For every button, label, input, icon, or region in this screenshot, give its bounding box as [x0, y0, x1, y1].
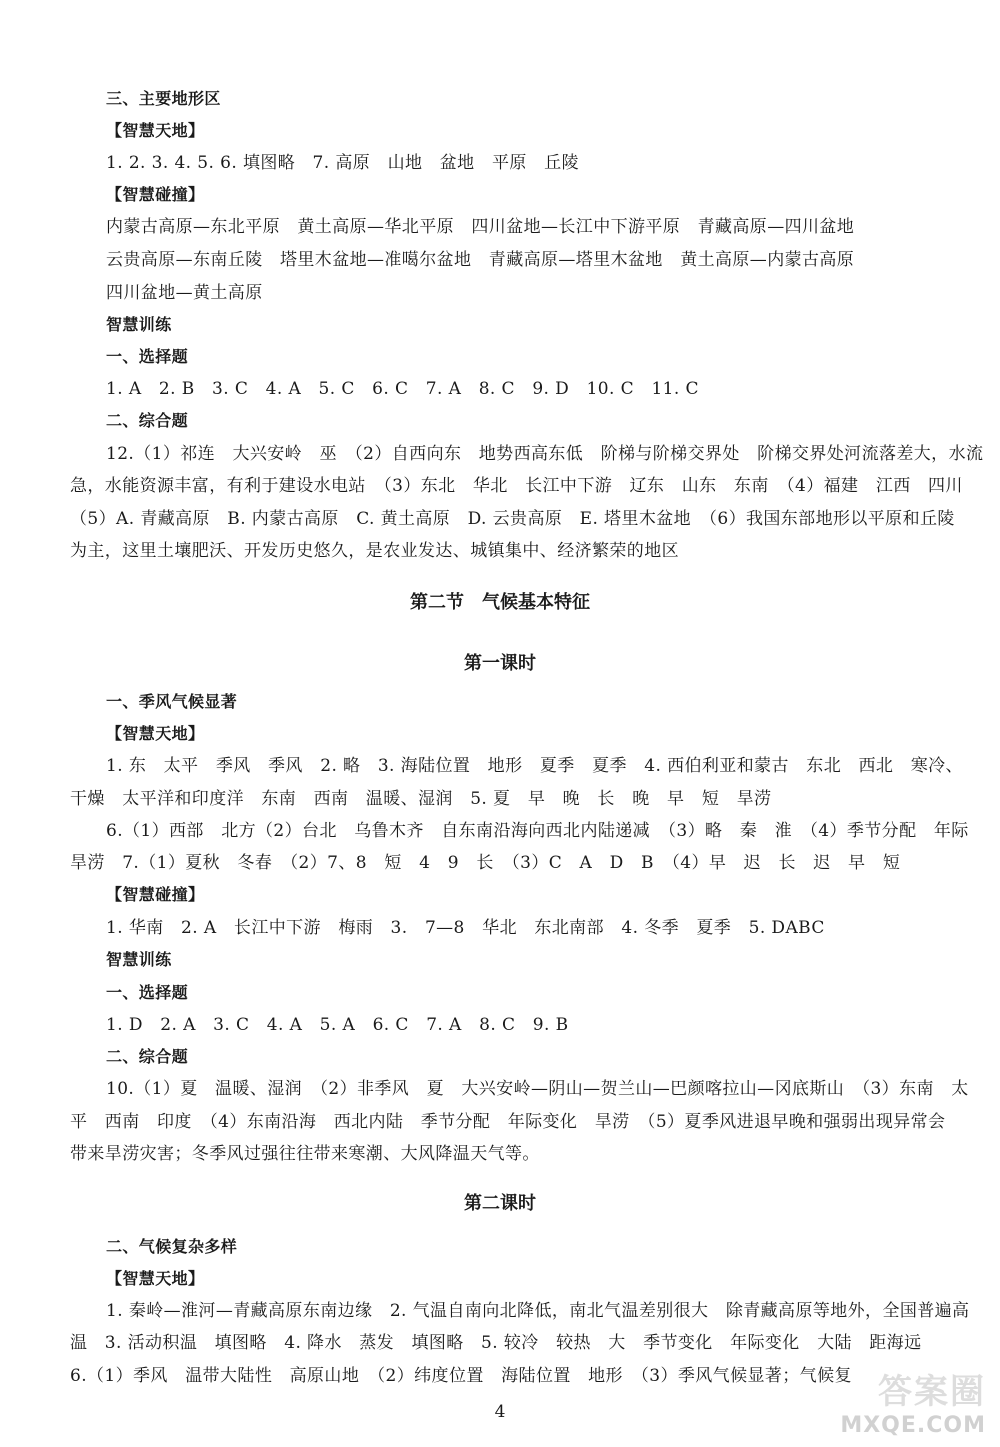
section-heading: 二、气候复杂多样	[106, 1237, 238, 1256]
answer-line: 为主，这里土壤肥沃、开发历史悠久，是农业发达、城镇集中、经济繁荣的地区	[70, 541, 679, 561]
section-heading: 【智慧天地】	[106, 121, 205, 140]
answer-line: 旱涝 7.（1）夏秋 冬春 （2）7、8 短 4 9 长 （3）C A D B （4）早 迟 长 迟 早 短	[70, 853, 901, 873]
answer-line: 1. 东 太平 季风 季风 2. 略 3. 海陆位置 地形 夏季 夏季 4. 西伯利亚和蒙古 东北 西北 寒冷、	[106, 756, 963, 776]
section-heading: 一、选择题	[106, 347, 189, 366]
answer-line: 1. D 2. A 3. C 4. A 5. A 6. C 7. A 8. C 9. B	[106, 1015, 569, 1035]
watermark-url: MXQE.COM	[840, 1413, 986, 1438]
answer-line: 12.（1）祁连 大兴安岭 巫 （2）自西向东 地势西高东低 阶梯与阶梯交界处 阶梯交界处河流落差大，水流	[106, 444, 984, 464]
answer-line: 1. 秦岭—淮河—青藏高原东南边缘 2. 气温自南向北降低，南北气温差别很大 除青藏高原等地外，全国普遍高	[106, 1301, 970, 1321]
section-heading: 三、主要地形区	[106, 89, 221, 108]
answer-line: （5）A. 青藏高原 B. 内蒙古高原 C. 黄土高原 D. 云贵高原 E. 塔里木盆地 （6）我国东部地形以平原和丘陵	[70, 509, 955, 529]
section-title: 第二节 气候基本特征	[410, 592, 590, 613]
section-heading: 【智慧碰撞】	[106, 885, 205, 904]
answer-line: 带来旱涝灾害；冬季风过强往往带来寒潮、大风降温天气等。	[70, 1144, 540, 1164]
section-title: 第二课时	[464, 1193, 536, 1214]
answer-line: 1. 2. 3. 4. 5. 6. 填图略 7. 高原 山地 盆地 平原 丘陵	[106, 153, 579, 173]
answer-line: 温 3. 活动积温 填图略 4. 降水 蒸发 填图略 5. 较冷 较热 大 季节变化 年际变化 大陆 距海远	[70, 1333, 922, 1353]
section-heading: 二、综合题	[106, 411, 189, 430]
section-heading: 【智慧碰撞】	[106, 185, 205, 204]
watermark-logo	[818, 1362, 994, 1442]
section-heading: 智慧训练	[106, 315, 172, 334]
answer-line: 1. 华南 2. A 长江中下游 梅雨 3. 7—8 华北 东北南部 4. 冬季 夏季 5. DABC	[106, 918, 825, 938]
section-title: 第一课时	[464, 653, 536, 674]
answer-line: 6.（1）西部 北方（2）台北 乌鲁木齐 自东南沿海向西北内陆递减 （3）略 秦 淮 （4）季节分配 年际	[106, 821, 969, 841]
answer-line: 1. A 2. B 3. C 4. A 5. C 6. C 7. A 8. C 9. D 10. C 11. C	[106, 379, 699, 399]
answer-line: 急，水能资源丰富，有利于建设水电站 （3）东北 华北 长江中下游 辽东 山东 东南 （4）福建 江西 四川	[70, 476, 963, 496]
answer-line: 10.（1）夏 温暖、湿润 （2）非季风 夏 大兴安岭—阴山—贺兰山—巴颜喀拉山—冈底斯山 （3）东南 太	[106, 1079, 969, 1099]
answer-line: 平 西南 印度 （4）东南沿海 西北内陆 季节分配 年际变化 旱涝 （5）夏季风进退早晚和强弱出现异常会	[70, 1112, 946, 1132]
answer-line: 干燥 太平洋和印度洋 东南 西南 温暖、湿润 5. 夏 早 晚 长 晚 早 短 旱涝	[70, 789, 772, 809]
answer-line: 云贵高原—东南丘陵 塔里木盆地—准噶尔盆地 青藏高原—塔里木盆地 黄土高原—内蒙古高原	[106, 250, 855, 270]
section-heading: 智慧训练	[106, 950, 172, 969]
section-heading: 二、综合题	[106, 1047, 189, 1066]
section-heading: 【智慧天地】	[106, 724, 205, 743]
answer-line: 四川盆地—黄土高原	[106, 283, 263, 303]
answer-line: 内蒙古高原—东北平原 黄土高原—华北平原 四川盆地—长江中下游平原 青藏高原—四川盆地	[106, 217, 855, 237]
watermark-logo-text: 答案圈	[878, 1372, 986, 1412]
section-heading: 一、选择题	[106, 983, 189, 1002]
page-number: 4	[494, 1402, 506, 1422]
section-heading: 【智慧天地】	[106, 1269, 205, 1288]
section-heading: 一、季风气候显著	[106, 692, 238, 711]
answer-line: 6.（1）季风 温带大陆性 高原山地 （2）纬度位置 海陆位置 地形 （3）季风气候显著；气候复	[70, 1366, 852, 1386]
